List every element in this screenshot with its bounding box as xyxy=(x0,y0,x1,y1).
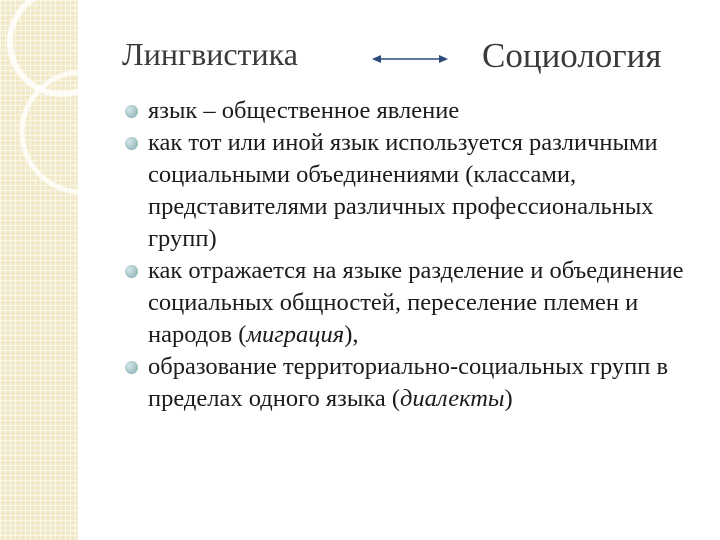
title-linguistics: Лингвистика xyxy=(122,36,298,72)
bullet-text: как отражается на языке разделение и объединение социальных общностей, переселение племен и народов ( xyxy=(148,257,684,348)
double-headed-arrow-icon xyxy=(370,52,450,66)
bullet-text: язык – общественное явление xyxy=(148,97,460,124)
bullet-item xyxy=(122,351,707,415)
bullet-dot-icon xyxy=(125,137,138,150)
bullet-text: ), xyxy=(344,321,359,348)
bullet-text: образование территориально-социальных групп в пределах одного языка ( xyxy=(148,353,669,412)
bullet-text: как тот или иной язык используется различными социальными объединениями (классами, представителями различных профессиональных групп) xyxy=(148,129,658,252)
bullet-text-italic: миграция xyxy=(246,321,345,348)
bullet-text: ) xyxy=(504,385,513,412)
bullet-dot-icon xyxy=(125,361,138,374)
bullet-item xyxy=(122,127,707,255)
title-sociology: Социология xyxy=(482,36,662,75)
bullet-item xyxy=(122,255,707,351)
bullet-dot-icon xyxy=(125,105,138,118)
bullet-list xyxy=(122,95,707,415)
bullet-dot-icon xyxy=(125,265,138,278)
bullet-item xyxy=(122,95,707,127)
bullet-text-italic: диалекты xyxy=(400,385,505,412)
title-row xyxy=(0,28,720,88)
